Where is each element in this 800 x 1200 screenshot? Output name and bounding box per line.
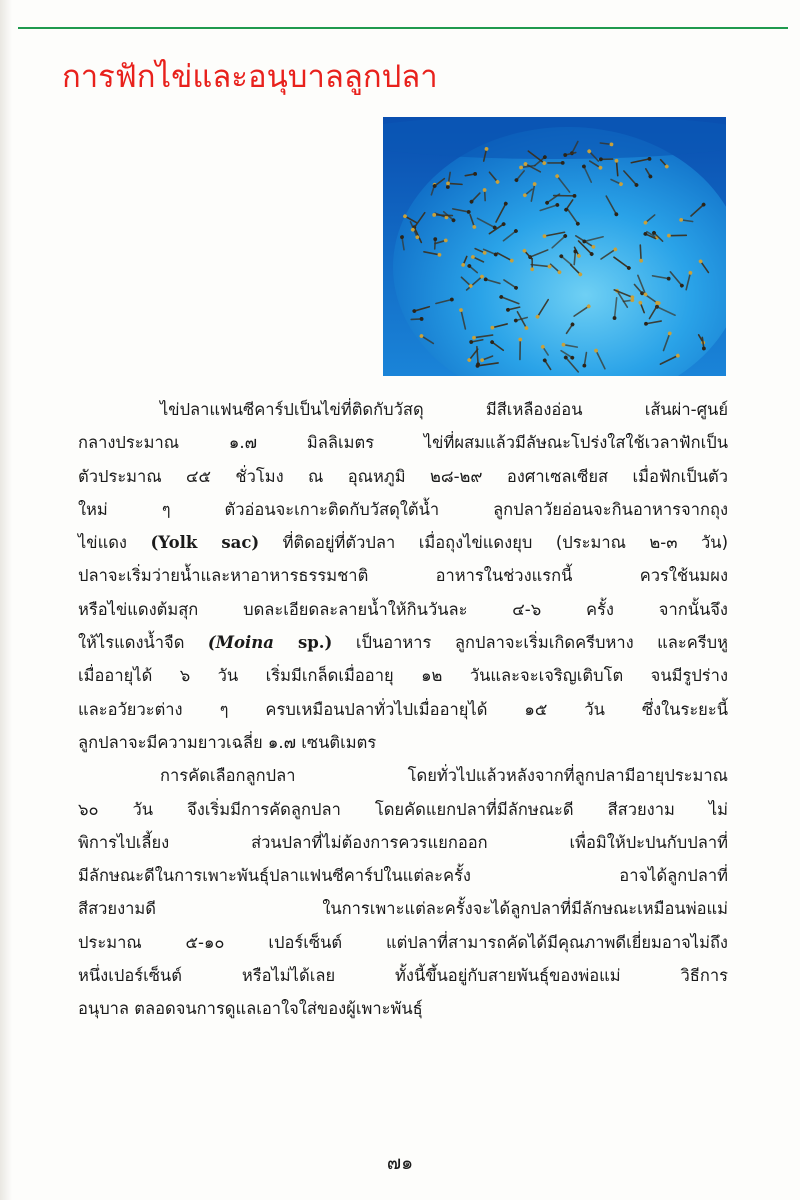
text-run: ปลาจะเริ่มว่ายน้ำและหาอาหารธรรมชาติ อาหารในช่วงแรกนี้ ควรใช้นมผง <box>78 566 728 586</box>
text-run: ไข่แดง <box>78 533 151 553</box>
page-number: ๗๑ <box>386 1152 414 1174</box>
page-edge-shadow <box>0 0 12 1200</box>
fish-fry-in-blue-tub-photo-icon <box>383 117 726 376</box>
text-line <box>78 892 728 925</box>
text-run: ประมาณ ๕-๑๐ เปอร์เซ็นต์ แต่ปลาที่สามารถคัดได้มีคุณภาพดีเยี่ยมอาจไม่ถึง <box>78 932 728 952</box>
header-rule <box>18 27 788 29</box>
text-run: เมื่ออายุได้ ๖ วัน เริ่มมีเกล็ดเมื่ออายุ ๑๒ วันและจะเจริญเติบโต จนมีรูปร่าง <box>78 666 728 686</box>
text-line <box>78 626 728 659</box>
text-run: ไข่ปลาแฟนซีคาร์ปเป็นไข่ที่ติดกับวัสดุ มีสีเหลืองอ่อน เส้นผ่า-ศูนย์ <box>160 400 728 419</box>
text-run: หรือไข่แดงต้มสุก บดละเอียดละลายน้ำให้กินวันละ ๔-๖ ครั้ง จากนั้นจึง <box>78 599 728 619</box>
text-line <box>78 926 728 959</box>
text-line <box>78 559 728 592</box>
text-run: มีลักษณะดีในการเพาะพันธุ์ปลาแฟนซีคาร์ปในแต่ละครั้ง อาจได้ลูกปลาที่ <box>78 866 728 886</box>
text-line <box>78 992 728 1025</box>
text-line <box>78 759 728 792</box>
text-run: (Yolk sac) <box>150 533 260 553</box>
text-run: อนุบาล ตลอดจนการดูแลเอาใจใส่ของผู้เพาะพันธุ์ <box>78 999 423 1019</box>
paragraph <box>78 759 728 1025</box>
text-line <box>78 859 728 892</box>
text-line <box>78 826 728 859</box>
text-run: พิการไปเลี้ยง ส่วนปลาที่ไม่ต้องการควรแยกออก เพื่อมิให้ปะปนกับปลาที่ <box>78 832 728 852</box>
paragraph <box>78 393 728 759</box>
text-run: sp.) <box>273 633 333 653</box>
text-run: ให้ไรแดงน้ำจืด <box>78 633 208 653</box>
page-title: การฟักไข่และอนุบาลลูกปลา <box>62 59 438 95</box>
text-run: เป็นอาหาร ลูกปลาจะเริ่มเกิดครีบหาง และครีบหู <box>332 633 728 653</box>
text-run: ตัวประมาณ ๔๕ ชั่วโมง ณ อุณหภูมิ ๒๘-๒๙ องศาเซลเซียส เมื่อฟักเป็นตัว <box>78 466 728 486</box>
text-run: (Moina <box>207 633 274 653</box>
text-line <box>78 659 728 692</box>
text-run: ๖๐ วัน จึงเริ่มมีการคัดลูกปลา โดยคัดแยกปลาที่มีลักษณะดี สีสวยงาม ไม่ <box>78 799 728 819</box>
text-line <box>78 959 728 992</box>
text-run: ที่ติดอยู่ที่ตัวปลา เมื่อถุงไข่แดงยุบ (ประมาณ ๒-๓ วัน) <box>259 533 729 553</box>
fish-fry-photo <box>383 117 726 376</box>
text-line <box>78 393 728 426</box>
text-run: สีสวยงามดี ในการเพาะแต่ละครั้งจะได้ลูกปลาที่มีลักษณะเหมือนพ่อแม่ <box>78 899 728 919</box>
text-run: การคัดเลือกลูกปลา โดยทั่วไปแล้วหลังจากที่ลูกปลามีอายุประมาณ <box>160 766 728 786</box>
text-line <box>78 593 728 626</box>
text-line <box>78 793 728 826</box>
text-line <box>78 726 728 759</box>
text-line <box>78 426 728 459</box>
body-text <box>78 393 728 1026</box>
text-line <box>78 460 728 493</box>
text-line <box>78 493 728 526</box>
text-run: และอวัยวะต่าง ๆ ครบเหมือนปลาทั่วไปเมื่ออายุได้ ๑๕ วัน ซึ่งในระยะนี้ <box>78 699 728 719</box>
text-run: ใหม่ ๆ ตัวอ่อนจะเกาะติดกับวัสดุใต้น้ำ ลูกปลาวัยอ่อนจะกินอาหารจากถุง <box>78 499 728 519</box>
text-run: ลูกปลาจะมีความยาวเฉลี่ย ๑.๗ เซนติเมตร <box>78 732 377 752</box>
text-run: หนึ่งเปอร์เซ็นต์ หรือไม่ได้เลย ทั้งนี้ขึ้นอยู่กับสายพันธุ์ของพ่อแม่ วิธีการ <box>78 966 728 986</box>
text-run: กลางประมาณ ๑.๗ มิลลิเมตร ไข่ที่ผสมแล้วมีลัษณะโปร่งใสใช้เวลาฟักเป็น <box>78 433 728 453</box>
text-line <box>78 693 728 726</box>
text-line <box>78 526 728 559</box>
